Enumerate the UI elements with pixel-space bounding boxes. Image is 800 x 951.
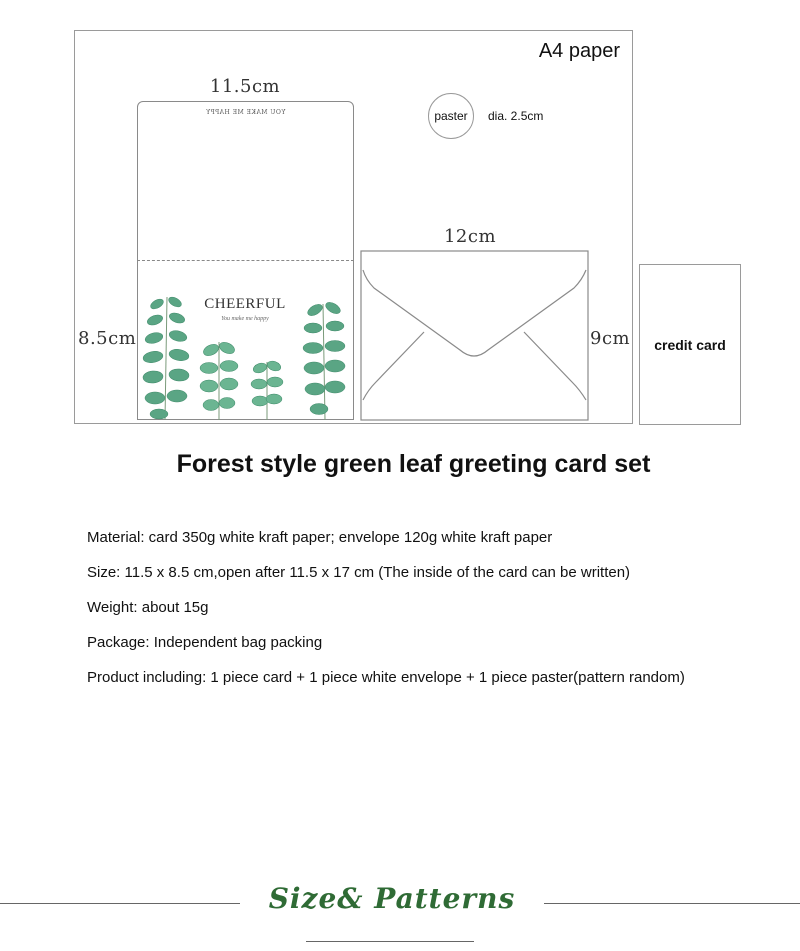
spec-package: Package: Independent bag packing — [87, 634, 323, 651]
credit-card-label: credit card — [654, 336, 726, 353]
paster-label: paster — [434, 109, 468, 123]
spec-material: Material: card 350g white kraft paper; envelope 120g white kraft paper — [87, 529, 553, 546]
footer-divider-right — [544, 903, 800, 904]
footer-divider-left — [0, 903, 240, 904]
product-title: Forest style green leaf greeting card set — [176, 450, 651, 478]
leaf-sprig-middle-left — [200, 340, 238, 420]
card-mirrored-text: YOU MAKE ME HAPPY — [205, 109, 286, 116]
a4-paper-label: A4 paper — [538, 40, 620, 62]
envelope-width-label: 12cm — [443, 226, 497, 247]
card-fold-line — [137, 260, 354, 261]
leaf-sprig-middle-right — [251, 359, 283, 420]
spec-weight: Weight: about 15g — [87, 599, 209, 616]
card-height-label: 8.5cm — [78, 328, 137, 349]
leaf-sprig-right — [303, 300, 345, 420]
credit-card-outline — [639, 264, 741, 425]
envelope-illustration — [360, 250, 590, 422]
spec-product-including: Product including: 1 piece card + 1 piece white envelope + 1 piece paster(pattern random) — [87, 669, 685, 686]
eucalyptus-leaves-illustration — [137, 262, 354, 420]
paster-circle — [428, 93, 474, 139]
product-specs-list — [87, 528, 787, 703]
spec-size: Size: 11.5 x 8.5 cm,open after 11.5 x 17 cm (The inside of the card can be written) — [87, 564, 631, 581]
footer-underline — [306, 941, 474, 942]
paster-diameter-label: dia. 2.5cm — [488, 109, 544, 123]
leaf-sprig-left — [142, 295, 190, 420]
card-title: CHEERFUL — [204, 296, 286, 312]
card-subtitle: You make me happy — [221, 316, 269, 322]
envelope-height-label: 9cm — [590, 328, 631, 349]
size-patterns-heading: Size& Patterns — [268, 882, 516, 915]
card-width-label: 11.5cm — [209, 76, 281, 97]
